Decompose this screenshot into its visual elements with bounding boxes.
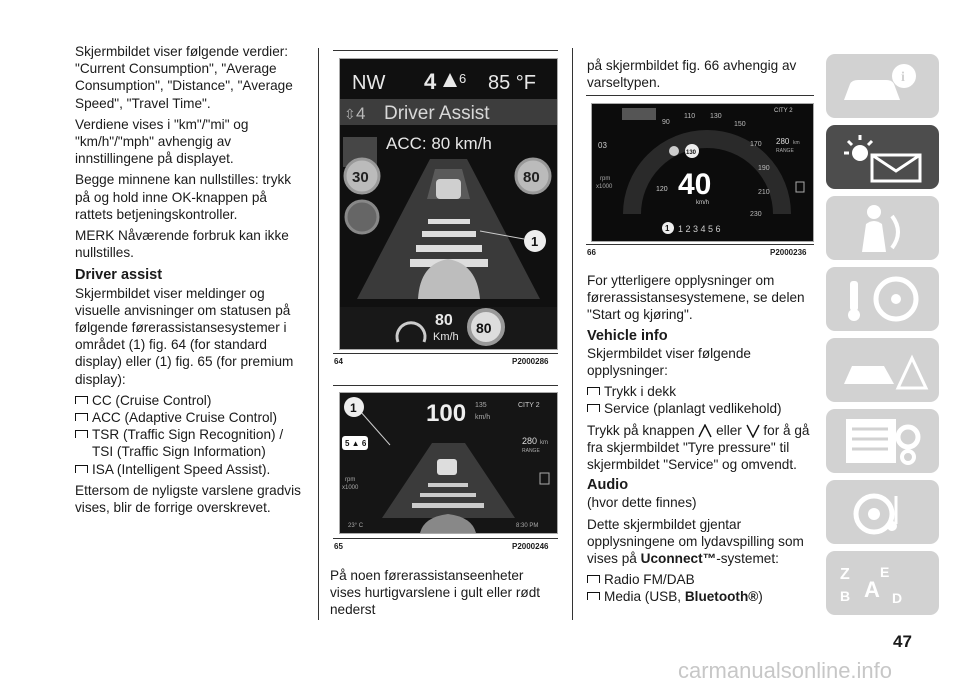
speed-unit: km/h	[696, 200, 710, 206]
lane-alert-icon	[622, 108, 656, 120]
list-item: ISA (Intelligent Speed Assist).	[75, 461, 305, 478]
figure-code: P2000236	[770, 248, 807, 257]
tab-emergency[interactable]	[826, 338, 939, 402]
list-item: TSR (Traffic Sign Recognition) / TSI (Traffic Sign Information)	[75, 426, 305, 460]
bullet-icon	[587, 404, 600, 412]
arrow-up-button-icon	[698, 424, 712, 438]
arrow-down-button-icon	[746, 424, 760, 438]
breakdown-warning-icon	[834, 344, 930, 396]
range-unit: km	[540, 440, 548, 446]
svg-text:Z: Z	[840, 566, 850, 583]
driver-assist-display-illustration	[340, 59, 557, 349]
warning-light-envelope-icon	[834, 131, 930, 183]
compass-heading: NW	[352, 72, 386, 94]
speed-tick: 190	[758, 165, 770, 172]
menu-index: 4	[356, 104, 366, 123]
bullet-icon	[587, 592, 600, 600]
speed-tick: 210	[758, 189, 770, 196]
lead-car-icon	[436, 179, 461, 199]
figure-rule	[333, 385, 558, 386]
paragraph: Skjermbildet viser følgende opplysninger:	[587, 345, 751, 379]
next-gear: 6	[459, 71, 467, 86]
drive-mode: CITY 2	[774, 108, 793, 114]
speed-scale: 135	[475, 402, 487, 409]
paragraph: Trykk på knappen eller for å gå fra skjermbildet "Tyre pressure" til skjermbildet "Service" og omvendt.	[587, 422, 810, 473]
figure-number: 65	[334, 542, 343, 551]
gear-sequence: 1 2 3 4 5 6	[678, 224, 721, 234]
paragraph: Ettersom de nyligste varslene gradvis vises, blir de forrige overskrevet.	[75, 482, 301, 516]
figure-code: P2000246	[512, 542, 549, 551]
paragraph: Skjermbildet viser følgende verdier: "Current Consumption", "Average Consumption", "Distance", "Average Speed", "Travel Time".	[75, 44, 293, 111]
set-speed: 80	[435, 312, 453, 329]
section-heading: Vehicle info	[587, 327, 668, 344]
svg-text:⇳: ⇳	[344, 106, 356, 122]
tab-safety[interactable]	[826, 196, 939, 260]
acc-setting: ACC: 80 km/h	[386, 134, 492, 153]
speed-readout: 40	[678, 168, 712, 201]
speed-unit: km/h	[475, 414, 491, 421]
section-heading: Driver assist	[75, 267, 163, 284]
speed-sign-bottom: 80	[476, 320, 492, 336]
range-label: RANGE	[776, 148, 794, 154]
paragraph: på skjermbildet fig. 66 avhengig av varseltypen.	[587, 58, 797, 91]
watermark: carmanualsonline.info	[678, 658, 893, 683]
tab-instrument-panel[interactable]	[826, 125, 939, 189]
column-1	[75, 43, 305, 520]
bullet-icon	[75, 465, 88, 473]
bullet-icon	[75, 430, 88, 438]
lead-car-icon	[437, 459, 457, 475]
speed-tick: 170	[750, 141, 762, 148]
callout-1: 1	[665, 224, 670, 233]
paragraph: (hvor dette finnes)	[587, 495, 697, 511]
tab-multimedia[interactable]	[826, 480, 939, 544]
bullet-icon	[75, 413, 88, 421]
page-number: 47	[893, 632, 912, 651]
gear-indicator: 4	[424, 69, 437, 94]
range-value: 280	[522, 436, 538, 446]
figure-rule	[586, 95, 814, 96]
bullet-icon	[75, 396, 88, 404]
outside-temperature: 85 °F	[488, 72, 537, 94]
svg-text:i: i	[901, 70, 905, 85]
warning-icon	[669, 146, 679, 156]
column-divider	[572, 48, 573, 620]
speed-tick: 150	[734, 121, 746, 128]
column-3-top	[587, 57, 813, 95]
rpm-label: rpm	[345, 477, 356, 483]
paragraph: For ytterligere opplysninger om førerassistansesystemene, se delen "Start og kjøring".	[587, 273, 805, 323]
column-2-text	[330, 567, 558, 623]
paragraph: Verdiene vises i "km"/"mi" og "km/h"/"mph" avhengig av innstillingene på displayet.	[75, 116, 249, 167]
figure-number: 66	[587, 248, 596, 257]
rpm-unit: x1000	[596, 184, 613, 190]
section-heading: Audio	[587, 477, 629, 494]
key-steering-wheel-icon	[834, 273, 930, 325]
seatbelt-airbag-icon	[834, 202, 930, 254]
range-label: RANGE	[522, 448, 540, 454]
speed-sign-right: 80	[523, 169, 540, 186]
figure-64-display	[339, 58, 558, 350]
speed-tick: 110	[684, 113, 696, 120]
set-speed-unit: Km/h	[433, 331, 459, 343]
speed-tick: 130	[710, 113, 722, 120]
list-item: Media (USB, Bluetooth®)	[587, 588, 817, 605]
gear-indicator: 03	[598, 141, 607, 150]
tab-maintenance[interactable]	[826, 409, 939, 473]
paragraph: MERK Nåværende forbruk kan ikke nullstilles.	[75, 228, 289, 261]
column-3-body	[587, 272, 817, 606]
overtake-sign-icon	[346, 201, 378, 233]
service-gears-icon	[834, 415, 930, 467]
callout-1: 1	[531, 234, 539, 249]
car-info-icon	[834, 60, 930, 112]
multimedia-icon	[834, 486, 930, 538]
list-item: ACC (Adaptive Cruise Control)	[75, 409, 305, 426]
clock: 8:30 PM	[516, 523, 539, 529]
speed-sign-left: 30	[352, 169, 369, 186]
tab-starting-driving[interactable]	[826, 267, 939, 331]
alert-display-illustration	[592, 104, 813, 241]
figure-number: 64	[334, 357, 343, 366]
tab-vehicle-info[interactable]	[826, 54, 939, 118]
chapter-tabs	[826, 54, 939, 622]
svg-text:E: E	[880, 564, 890, 580]
svg-text:A: A	[864, 577, 880, 602]
screen-title: Driver Assist	[384, 103, 490, 124]
speed-readout: 100	[426, 400, 467, 427]
bullet-icon	[587, 387, 600, 395]
outside-temperature: 23° C	[348, 523, 364, 529]
figure-code: P2000286	[512, 357, 549, 366]
paragraph: Skjermbildet viser meldinger og visuelle anvisninger om statusen på følgende førerassistansesystemer i området (1) fig. 64 (for standard display) eller (1) fig. 65 (for premium display):	[75, 285, 294, 387]
index-abc-icon	[834, 557, 930, 609]
rpm-unit: x1000	[342, 485, 359, 491]
speed-limit-secondary: 120	[656, 186, 668, 193]
list-item: CC (Cruise Control)	[75, 392, 305, 409]
figure-rule	[333, 50, 558, 51]
speed-tick: 90	[662, 119, 670, 126]
drive-mode: CITY 2	[518, 402, 540, 409]
paragraph: På noen førerassistanseenheter vises hurtigvarslene i gult eller rødt nederst	[330, 568, 541, 618]
gear-indicator: 5 ▲ 6	[345, 439, 367, 448]
tab-index[interactable]	[826, 551, 939, 615]
list-item: Service (planlagt vedlikehold)	[587, 400, 817, 417]
callout-1: 1	[350, 401, 357, 415]
paragraph: Begge minnene kan nullstilles: trykk på og hold inne OK-knappen på rattets betjeningskontroller.	[75, 172, 292, 222]
figure-rule	[333, 353, 558, 354]
figure-65-display	[339, 392, 558, 534]
bullet-icon	[587, 575, 600, 583]
range-value: 280	[776, 137, 790, 146]
figure-rule	[586, 244, 814, 245]
list-item: Radio FM/DAB	[587, 571, 817, 588]
svg-text:B: B	[840, 588, 851, 604]
figure-rule	[333, 538, 558, 539]
speed-tick: 230	[750, 211, 762, 218]
list-item: Trykk i dekk	[587, 383, 817, 400]
rpm-label: rpm	[600, 176, 611, 182]
paragraph: Dette skjermbildet gjentar opplysningene om lydavspilling som vises på Uconnect™-systemet:	[587, 516, 804, 567]
svg-text:D: D	[892, 590, 903, 606]
range-unit: km	[793, 140, 800, 146]
premium-display-illustration	[340, 393, 557, 533]
column-divider	[318, 48, 319, 620]
speed-limit-sign: 130	[686, 150, 697, 156]
figure-66-display	[591, 103, 814, 242]
